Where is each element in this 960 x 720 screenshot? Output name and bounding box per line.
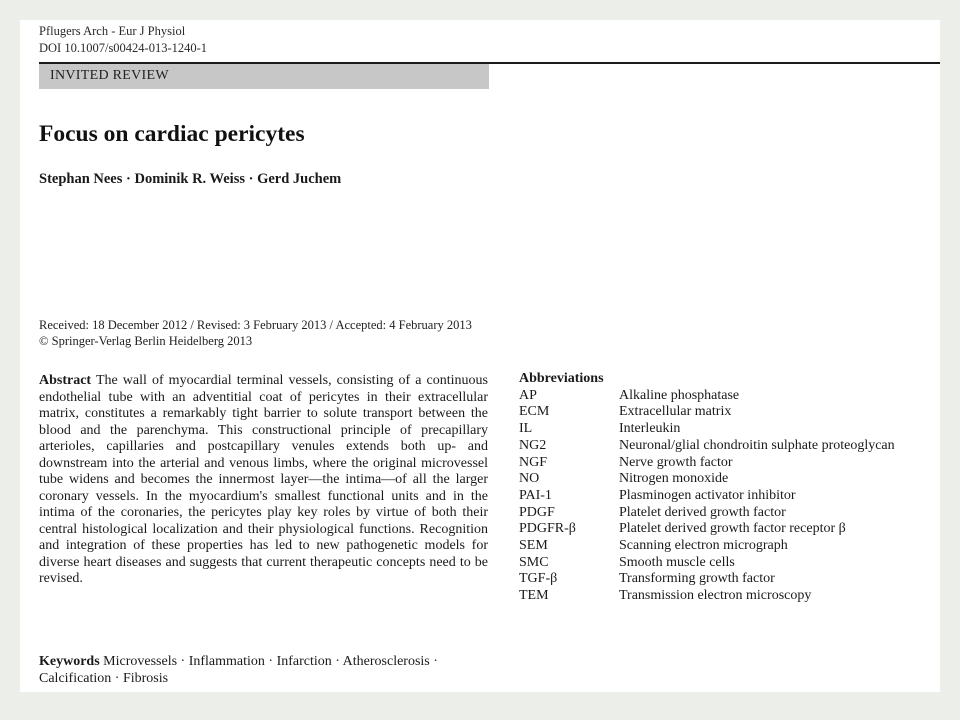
abbreviation-key: PAI-1 <box>519 487 552 503</box>
section-banner <box>39 64 489 89</box>
abbreviation-row <box>519 404 934 421</box>
abbreviation-key: NGF <box>519 454 548 470</box>
abstract <box>39 373 488 588</box>
abbreviation-key: TEM <box>519 588 549 604</box>
abbreviation-row <box>519 538 934 555</box>
abbreviation-key: PDGFR-β <box>519 521 576 537</box>
abbreviation-key: SEM <box>519 538 548 554</box>
abbreviation-meaning: Alkaline phosphatase <box>619 387 740 403</box>
abbreviation-key: PDGF <box>519 504 555 520</box>
abbreviation-meaning: Plasminogen activator inhibitor <box>619 487 796 503</box>
abbreviation-meaning: Platelet derived growth factor <box>619 504 786 520</box>
abbreviation-meaning: Neuronal/glial chondroitin sulphate proteoglycan <box>619 437 895 453</box>
paper-page <box>20 20 940 692</box>
abbreviation-meaning: Interleukin <box>619 421 681 437</box>
abbreviation-meaning: Nerve growth factor <box>619 454 733 470</box>
abbreviation-row <box>519 521 934 538</box>
abbreviation-key: ECM <box>519 404 550 420</box>
copyright-notice: © Springer-Verlag Berlin Heidelberg 2013 <box>39 334 253 348</box>
keywords-label: Keywords <box>39 654 100 669</box>
abbreviation-meaning: Scanning electron micrograph <box>619 538 788 554</box>
abbreviation-meaning: Platelet derived growth factor receptor β <box>619 521 846 537</box>
abbreviation-row <box>519 571 934 588</box>
abbreviation-row <box>519 488 934 505</box>
abbreviation-row <box>519 455 934 472</box>
article-title: Focus on cardiac pericytes <box>39 121 305 147</box>
section-label: INVITED REVIEW <box>50 68 169 83</box>
abbreviation-key: IL <box>519 421 533 437</box>
abbreviation-meaning: Nitrogen monoxide <box>619 471 729 487</box>
abstract-text: The wall of myocardial terminal vessels, consisting of a continuous endothelial tube with an adventitial coat of pericytes in their extracellular matrix, constitutes a remarkably tight barrier to solute transport between the blood and the parenchyma. This constructional principle of precapillary arterioles, capillaries and postcapillary venules extends both up- and downstream into the arterial and venous limbs, where the original microvessel tube widens and becomes the innermost layer—the intima—of all the larger coronary vessels. In the myocardium's smallest functional units and in the intima of the coronaries, the pericytes play key roles by virtue of both their central histological localization and their physiological functions. Recognition and integration of these properties has led to new pathogenetic models for diverse heart diseases and suggests that current therapeutic concepts need to be revised. <box>39 373 488 586</box>
abbreviation-meaning: Extracellular matrix <box>619 404 732 420</box>
abbreviation-row <box>519 588 934 605</box>
abbreviation-key: NG2 <box>519 437 547 453</box>
article-authors: Stephan Nees · Dominik R. Weiss · Gerd Juchem <box>39 171 342 187</box>
abbreviation-row <box>519 505 934 522</box>
abbreviation-row <box>519 438 934 455</box>
abbreviation-key: AP <box>519 387 537 403</box>
keywords-text: Microvessels · Inflammation · Infarction · Atherosclerosis · Calcification · Fibrosis <box>39 654 438 686</box>
abbreviation-meaning: Transforming growth factor <box>619 571 775 587</box>
abbreviation-meaning: Transmission electron microscopy <box>619 588 812 604</box>
abbreviation-key: NO <box>519 471 540 487</box>
abbreviation-row <box>519 388 934 405</box>
received-dates: Received: 18 December 2012 / Revised: 3 February 2013 / Accepted: 4 February 2013 <box>39 318 472 332</box>
abbreviation-key: SMC <box>519 554 549 570</box>
article-dates <box>39 317 472 349</box>
journal-header <box>39 23 207 57</box>
abbreviation-meaning: Smooth muscle cells <box>619 554 735 570</box>
abbreviations-heading: Abbreviations <box>519 371 604 386</box>
journal-doi: DOI 10.1007/s00424-013-1240-1 <box>39 41 208 55</box>
abbreviation-row <box>519 555 934 572</box>
abbreviations <box>519 371 934 605</box>
abbreviation-key: TGF-β <box>519 571 558 587</box>
abbreviation-row <box>519 421 934 438</box>
abstract-label: Abstract <box>39 373 92 388</box>
keywords <box>39 653 488 687</box>
journal-name: Pflugers Arch - Eur J Physiol <box>39 24 186 38</box>
abbreviation-row <box>519 471 934 488</box>
